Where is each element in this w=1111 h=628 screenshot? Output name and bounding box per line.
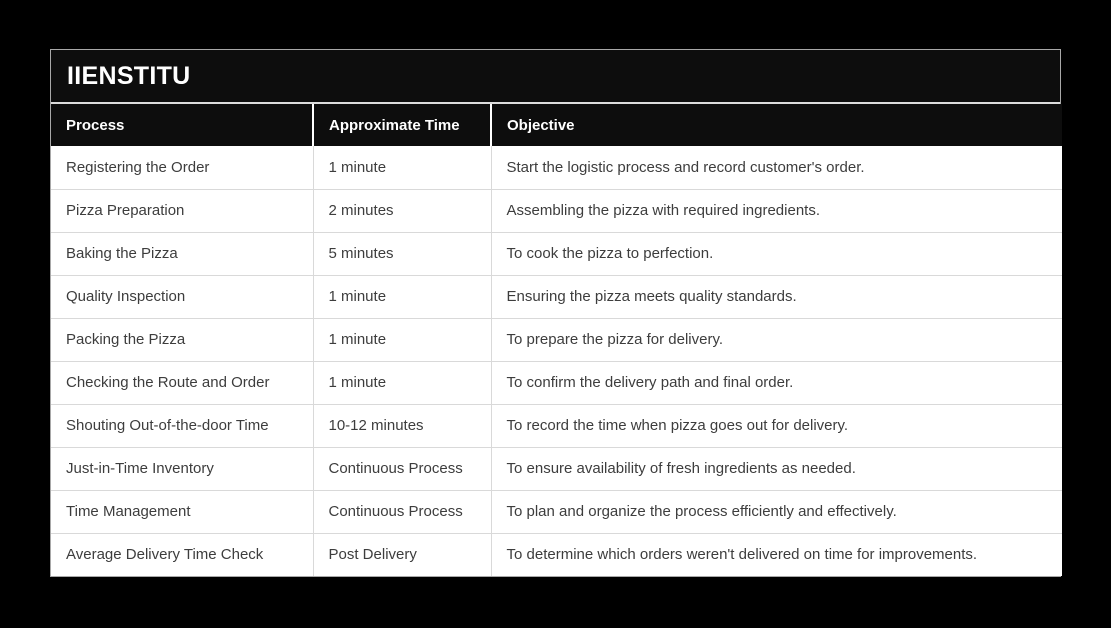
cell-objective: To prepare the pizza for delivery. [491, 318, 1062, 361]
cell-time: 1 minute [313, 275, 491, 318]
cell-process: Shouting Out-of-the-door Time [51, 404, 313, 447]
cell-objective: Start the logistic process and record customer's order. [491, 146, 1062, 189]
process-table [51, 104, 1062, 576]
table-title-bar [51, 50, 1060, 104]
cell-objective: Assembling the pizza with required ingredients. [491, 189, 1062, 232]
cell-time: Continuous Process [313, 490, 491, 533]
cell-time: 5 minutes [313, 232, 491, 275]
cell-process: Packing the Pizza [51, 318, 313, 361]
table-title: IIENSTITU [67, 61, 191, 90]
table-row [51, 490, 1062, 533]
table-row [51, 146, 1062, 189]
cell-process: Average Delivery Time Check [51, 533, 313, 576]
table-row [51, 447, 1062, 490]
cell-process: Checking the Route and Order [51, 361, 313, 404]
table-row [51, 232, 1062, 275]
cell-process: Just-in-Time Inventory [51, 447, 313, 490]
table-row [51, 189, 1062, 232]
table-header-row [51, 104, 1062, 146]
table-row [51, 533, 1062, 576]
cell-objective: To confirm the delivery path and final order. [491, 361, 1062, 404]
cell-process: Pizza Preparation [51, 189, 313, 232]
table-row [51, 318, 1062, 361]
cell-time: 2 minutes [313, 189, 491, 232]
cell-objective: To cook the pizza to perfection. [491, 232, 1062, 275]
table-row [51, 275, 1062, 318]
cell-process: Time Management [51, 490, 313, 533]
cell-objective: To ensure availability of fresh ingredients as needed. [491, 447, 1062, 490]
cell-process: Quality Inspection [51, 275, 313, 318]
cell-process: Registering the Order [51, 146, 313, 189]
table-header [51, 104, 1062, 146]
cell-process: Baking the Pizza [51, 232, 313, 275]
cell-time: 1 minute [313, 318, 491, 361]
cell-objective: Ensuring the pizza meets quality standards. [491, 275, 1062, 318]
cell-objective: To plan and organize the process efficiently and effectively. [491, 490, 1062, 533]
column-header-process: Process [51, 104, 313, 146]
cell-time: Continuous Process [313, 447, 491, 490]
cell-objective: To record the time when pizza goes out for delivery. [491, 404, 1062, 447]
cell-time: 1 minute [313, 361, 491, 404]
cell-time: 1 minute [313, 146, 491, 189]
column-header-time: Approximate Time [313, 104, 491, 146]
cell-time: Post Delivery [313, 533, 491, 576]
table-row [51, 361, 1062, 404]
column-header-objective: Objective [491, 104, 1062, 146]
cell-time: 10-12 minutes [313, 404, 491, 447]
process-table-card [50, 49, 1061, 577]
table-body [51, 146, 1062, 576]
cell-objective: To determine which orders weren't delivered on time for improvements. [491, 533, 1062, 576]
table-row [51, 404, 1062, 447]
